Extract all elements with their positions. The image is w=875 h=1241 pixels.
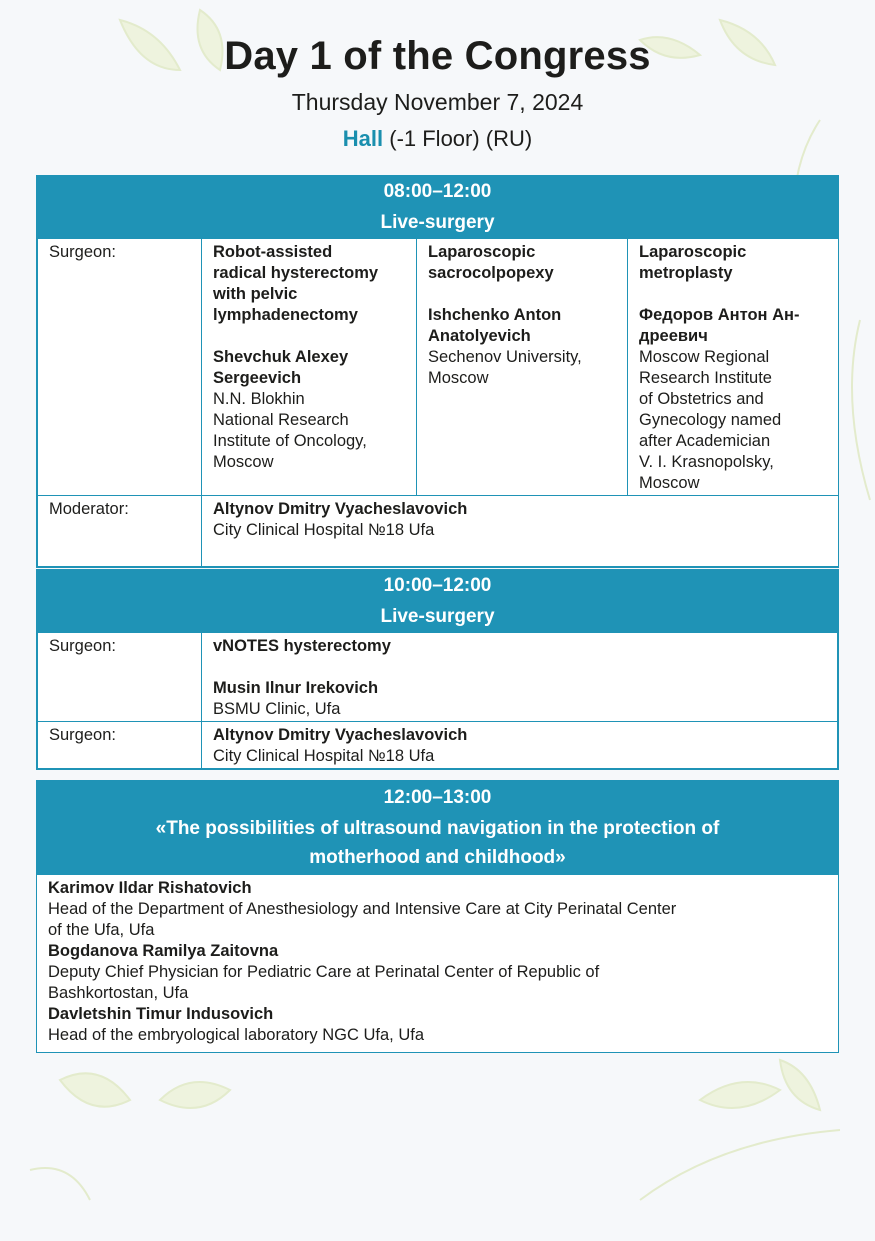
speakers-list — [37, 875, 838, 1052]
speaker-role: Bashkortostan, Ufa — [48, 984, 189, 1002]
session-block-1 — [36, 175, 839, 568]
surgeon-affiliation: BSMU Clinic, Ufa — [213, 700, 341, 718]
table-row — [38, 496, 839, 567]
surgeon-name: Федоров Антон Ан- — [639, 306, 800, 324]
surgeon-affiliation: City Clinical Hospital №18 Ufa — [213, 747, 435, 765]
surgery-title: lymphadenectomy — [213, 306, 358, 324]
speaker-role: Head of the Department of Anesthesiology and Intensive Care at City Perinatal Center — [48, 900, 677, 918]
session-header-2 — [37, 570, 838, 632]
surgeon-label: Surgeon: — [38, 239, 202, 496]
surgeon-name: Anatolyevich — [428, 327, 531, 345]
speaker-role: Deputy Chief Physician for Pediatric Care at Perinatal Center of Republic of — [48, 963, 600, 981]
surgeon-affiliation: Moscow — [213, 453, 274, 471]
surgery-title: Laparoscopic — [428, 243, 536, 261]
speaker-role: Head of the embryological laboratory NGC Ufa, Ufa — [48, 1026, 425, 1044]
surgeon-name: Sergeevich — [213, 369, 302, 387]
surgeon-affiliation: National Research — [213, 411, 349, 429]
surgery-cell — [202, 239, 417, 496]
surgery-title: vNOTES hysterectomy — [213, 637, 391, 655]
hall-label: Hall — [342, 126, 384, 151]
surgery-title: metroplasty — [639, 264, 733, 282]
surgery-title: radical hysterectomy — [213, 264, 379, 282]
session-type: Live-surgery — [380, 606, 495, 627]
surgery-title: Robot-assisted — [213, 243, 333, 261]
speaker-name: Davletshin Timur Indusovich — [48, 1005, 274, 1023]
moderator-name: Altynov Dmitry Vyacheslavovich — [213, 500, 468, 518]
surgeon-affiliation: Moscow — [428, 369, 489, 387]
session-title: «The possibilities of ultrasound navigation in the protection of — [155, 818, 720, 839]
surgeon-affiliation: Moscow — [639, 474, 700, 492]
session-header-1 — [37, 176, 838, 238]
table-row — [38, 633, 838, 722]
surgery-cell — [202, 722, 838, 769]
table-row — [38, 722, 838, 769]
session-time: 12:00–13:00 — [383, 787, 492, 808]
table-row — [38, 239, 839, 496]
moderator-affiliation: City Clinical Hospital №18 Ufa — [213, 521, 435, 539]
surgeon-affiliation: Gynecology named — [639, 411, 782, 429]
hall-info — [0, 126, 875, 152]
surgeon-affiliation: Sechenov University, — [428, 348, 582, 366]
surgeon-affiliation: Institute of Oncology, — [213, 432, 367, 450]
speaker-name: Karimov Ildar Rishatovich — [48, 879, 252, 897]
moderator-label: Moderator: — [38, 496, 202, 567]
speaker-name: Bogdanova Ramilya Zaitovna — [48, 942, 279, 960]
session-time: 08:00–12:00 — [383, 181, 492, 202]
page-title: Day 1 of the Congress — [224, 34, 651, 78]
session-table-2 — [37, 632, 838, 769]
surgeon-label: Surgeon: — [38, 722, 202, 769]
surgeon-affiliation: of Obstetrics and — [639, 390, 764, 408]
session-header-3 — [37, 781, 838, 875]
session-block-3 — [36, 780, 839, 1053]
surgery-cell — [628, 239, 839, 496]
surgery-cell — [202, 633, 838, 722]
surgery-cell — [417, 239, 628, 496]
session-table-1 — [37, 238, 839, 567]
moderator-cell — [202, 496, 839, 567]
surgery-title: Laparoscopic — [639, 243, 747, 261]
speaker-role: of the Ufa, Ufa — [48, 921, 155, 939]
surgeon-affiliation: Research Institute — [639, 369, 772, 387]
surgeon-name: Shevchuk Alexey — [213, 348, 349, 366]
surgery-title: with pelvic — [213, 285, 298, 303]
surgeon-affiliation: V. I. Krasnopolsky, — [639, 453, 774, 471]
session-block-2 — [36, 569, 839, 770]
session-title: motherhood and childhood» — [309, 847, 566, 868]
session-time: 10:00–12:00 — [383, 575, 492, 596]
congress-date: Thursday November 7, 2024 — [291, 89, 584, 115]
surgeon-affiliation: N.N. Blokhin — [213, 390, 305, 408]
surgeon-name: Ishchenko Anton — [428, 306, 562, 324]
surgeon-name: Altynov Dmitry Vyacheslavovich — [213, 726, 468, 744]
surgeon-affiliation: after Academician — [639, 432, 771, 450]
surgeon-affiliation: Moscow Regional — [639, 348, 770, 366]
session-type: Live-surgery — [380, 212, 495, 233]
surgeon-name: дреевич — [639, 327, 708, 345]
surgeon-label: Surgeon: — [38, 633, 202, 722]
surgery-title: sacrocolpopexy — [428, 264, 554, 282]
surgeon-name: Musin Ilnur Irekovich — [213, 679, 379, 697]
hall-floor: (-1 Floor) (RU) — [383, 126, 533, 151]
